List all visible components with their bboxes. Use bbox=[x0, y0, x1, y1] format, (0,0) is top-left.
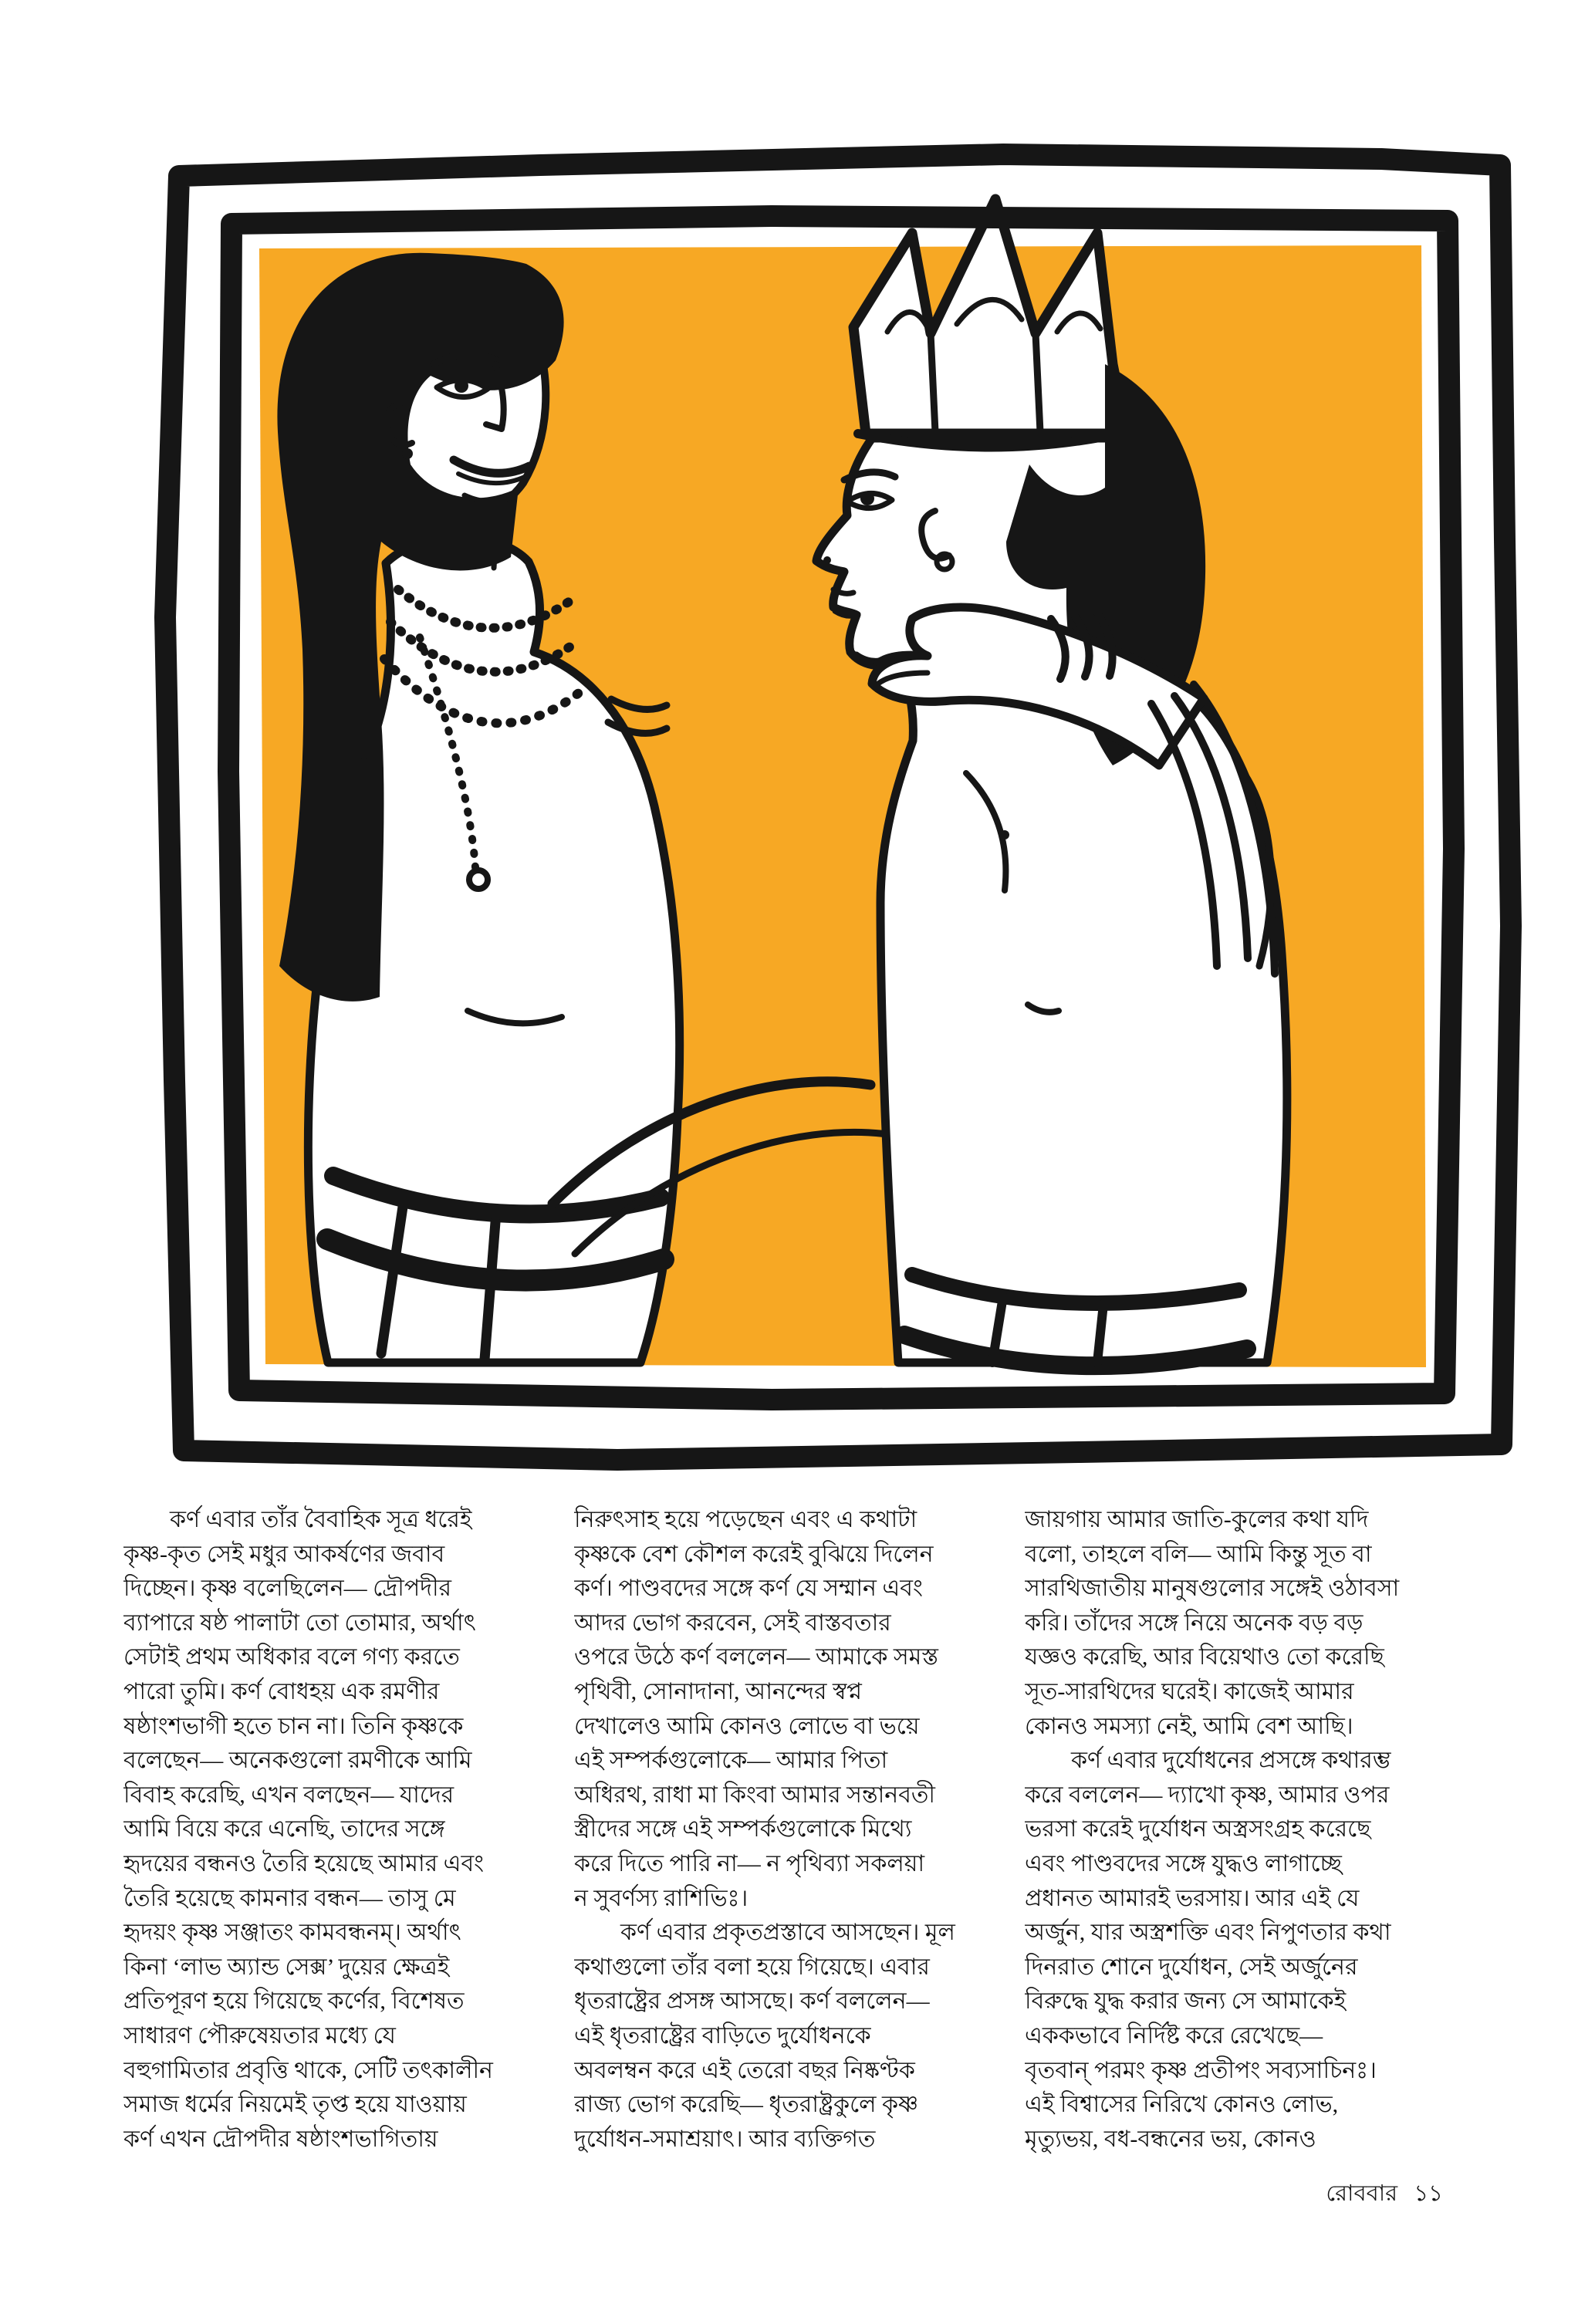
text-line: পারো তুমি। কর্ণ বোধহয় এক রমণীর bbox=[123, 1678, 440, 1704]
text-line: হৃদয়ং কৃষ্ণ সঞ্জাতং কামবন্ধনম্। অর্থাৎ bbox=[123, 1920, 461, 1946]
text-line: ধৃতরাষ্ট্রের প্রসঙ্গ আসছে। কর্ণ বললেন— bbox=[574, 1988, 930, 2015]
page-footer: রোববার ১১ bbox=[1326, 2181, 1443, 2206]
right-eye-pupil bbox=[860, 491, 874, 505]
text-line: কর্ণ এখন দ্রৌপদীর ষষ্ঠাংশভাগিতায় bbox=[123, 2126, 438, 2152]
text-line: কর্ণ এবার দুর্যোধনের প্রসঙ্গে কথারম্ভ bbox=[1025, 1748, 1391, 1774]
text-line: কিনা ‘লাভ অ্যান্ড সেক্স’ দুয়ের ক্ষেত্রই bbox=[123, 1954, 450, 1980]
text-line: জায়গায় আমার জাতি-কুলের কথা যদি bbox=[1025, 1507, 1369, 1532]
text-line: সূত-সারথিদের ঘরেই। কাজেই আমার bbox=[1025, 1678, 1354, 1704]
text-line: প্রধানত আমারই ভরসায়। আর এই যে bbox=[1025, 1885, 1360, 1911]
text-line: দেখালেও আমি কোনও লোভে বা ভয়ে bbox=[574, 1713, 920, 1739]
text-line: কর্ণ। পাণ্ডবদের সঙ্গে কর্ণ যে সম্মান এবং bbox=[574, 1576, 923, 1602]
text-line: এই সম্পর্কগুলোকে— আমার পিতা bbox=[574, 1748, 888, 1774]
left-eye-pupil bbox=[455, 379, 468, 393]
text-column-1 bbox=[123, 1503, 544, 2160]
text-line: ব্যাপারে ষষ্ঠ পালাটা তো তোমার, অর্থাৎ bbox=[123, 1610, 476, 1636]
text-line: করে বললেন— দ্যাখো কৃষ্ণ, আমার ওপর bbox=[1025, 1782, 1390, 1808]
text-line: করি। তাঁদের সঙ্গে নিয়ে অনেক বড় বড় bbox=[1025, 1610, 1364, 1636]
text-line: এবং পাণ্ডবদের সঙ্গে যুদ্ধও লাগাচ্ছে bbox=[1025, 1850, 1342, 1876]
text-line: অর্জুন, যার অস্ত্রশক্তি এবং নিপুণতার কথা bbox=[1025, 1920, 1391, 1946]
text-line: মৃত্যুভয়, বধ-বন্ধনের ভয়, কোনও bbox=[1025, 2126, 1316, 2152]
text-line: কর্ণ এবার প্রকৃতপ্রস্তাবে আসছেন। মূল bbox=[574, 1920, 955, 1946]
text-line: কর্ণ এবার তাঁর বৈবাহিক সূত্র ধরেই bbox=[123, 1507, 472, 1532]
text-line: এই ধৃতরাষ্ট্রের বাড়িতে দুর্যোধনকে bbox=[574, 2022, 871, 2049]
text-line: বলো, তাহলে বলি— আমি কিন্তু সূত বা bbox=[1025, 1541, 1372, 1567]
text-line: তৈরি হয়েছে কামনার বন্ধন— তাসু মে bbox=[123, 1885, 456, 1911]
text-line: ওপরে উঠে কর্ণ বললেন— আমাকে সমস্ত bbox=[574, 1644, 938, 1670]
text-line: করে দিতে পারি না— ন পৃথিব্যা সকলয়া bbox=[574, 1850, 925, 1876]
text-line: ভরসা করেই দুর্যোধন অস্ত্রসংগ্রহ করেছে bbox=[1025, 1816, 1371, 1843]
text-line: যজ্ঞও করেছি, আর বিয়েথাও তো করেছি bbox=[1025, 1644, 1384, 1670]
text-line: বলেছেন— অনেকগুলো রমণীকে আমি bbox=[123, 1748, 472, 1774]
text-line: অধিরথ, রাধা মা কিংবা আমার সন্তানবতী bbox=[574, 1782, 936, 1808]
text-line: কৃষ্ণ-কৃত সেই মধুর আকর্ষণের জবাব bbox=[123, 1541, 445, 1567]
text-line: অবলম্বন করে এই তেরো বছর নিষ্কণ্টক bbox=[574, 2057, 915, 2083]
text-line: সারথিজাতীয় মানুষগুলোর সঙ্গেই ওঠাবসা bbox=[1025, 1576, 1400, 1602]
text-line: আদর ভোগ করবেন, সেই বাস্তবতার bbox=[574, 1610, 891, 1636]
text-line: দিচ্ছেন। কৃষ্ণ বলেছিলেন— দ্রৌপদীর bbox=[123, 1576, 452, 1602]
text-line: বিরুদ্ধে যুদ্ধ করার জন্য সে আমাকেই bbox=[1025, 1988, 1347, 2015]
text-line: বহুগামিতার প্রবৃত্তি থাকে, সেটি তৎকালীন bbox=[123, 2057, 493, 2083]
text-line: পৃথিবী, সোনাদানা, আনন্দের স্বপ্ন bbox=[574, 1678, 863, 1704]
text-line: কোনও সমস্যা নেই, আমি বেশ আছি। bbox=[1025, 1713, 1353, 1739]
text-line: সাধারণ পৌরুষেয়তার মধ্যে যে bbox=[123, 2022, 396, 2049]
text-line: এককভাবে নির্দিষ্ট করে রেখেছে— bbox=[1025, 2022, 1323, 2049]
text-line: এই বিশ্বাসের নিরিখে কোনও লোভ, bbox=[1025, 2092, 1339, 2118]
text-line: রাজ্য ভোগ করেছি— ধৃতরাষ্ট্রকুলে কৃষ্ণ bbox=[574, 2092, 919, 2118]
text-line: বিবাহ করেছি, এখন বলছেন— যাদের bbox=[123, 1782, 455, 1808]
text-line: আমি বিয়ে করে এনেছি, তাদের সঙ্গে bbox=[123, 1816, 445, 1843]
text-column-2 bbox=[574, 1503, 1006, 2195]
text-line: স্ত্রীদের সঙ্গে এই সম্পর্কগুলোকে মিথ্যে bbox=[574, 1816, 912, 1843]
text-line: প্রতিপূরণ হয়ে গিয়েছে কর্ণের, বিশেষত bbox=[123, 1988, 465, 2015]
text-line: দিনরাত শোনে দুর্যোধন, সেই অর্জুনের bbox=[1025, 1954, 1358, 1980]
text-line: সেটাই প্রথম অধিকার বলে গণ্য করতে bbox=[123, 1644, 460, 1670]
text-column-3 bbox=[1025, 1503, 1502, 2160]
text-line: সমাজ ধর্মের নিয়মেই তৃপ্ত হয়ে যাওয়ায় bbox=[123, 2092, 467, 2118]
text-line: হৃদয়ের বন্ধনও তৈরি হয়েছে আমার এবং bbox=[123, 1850, 485, 1876]
text-line: নিরুৎসাহ হয়ে পড়েছেন এবং এ কথাটা bbox=[574, 1507, 917, 1532]
text-line: ন সুবর্ণস্য রাশিভিঃ। bbox=[574, 1885, 749, 1911]
text-line: কথাগুলো তাঁর বলা হয়ে গিয়েছে। এবার bbox=[574, 1954, 930, 1980]
text-line: ষষ্ঠাংশভাগী হতে চান না। তিনি কৃষ্ণকে bbox=[123, 1713, 464, 1739]
text-line: দুর্যোধন-সমাশ্রয়াৎ। আর ব্যক্তিগত bbox=[574, 2126, 876, 2152]
text-line: কৃষ্ণকে বেশ কৌশল করেই বুঝিয়ে দিলেন bbox=[574, 1541, 934, 1567]
text-line: বৃতবান্ পরমং কৃষ্ণ প্রতীপং সব্যসাচিনঃ। bbox=[1025, 2057, 1377, 2083]
